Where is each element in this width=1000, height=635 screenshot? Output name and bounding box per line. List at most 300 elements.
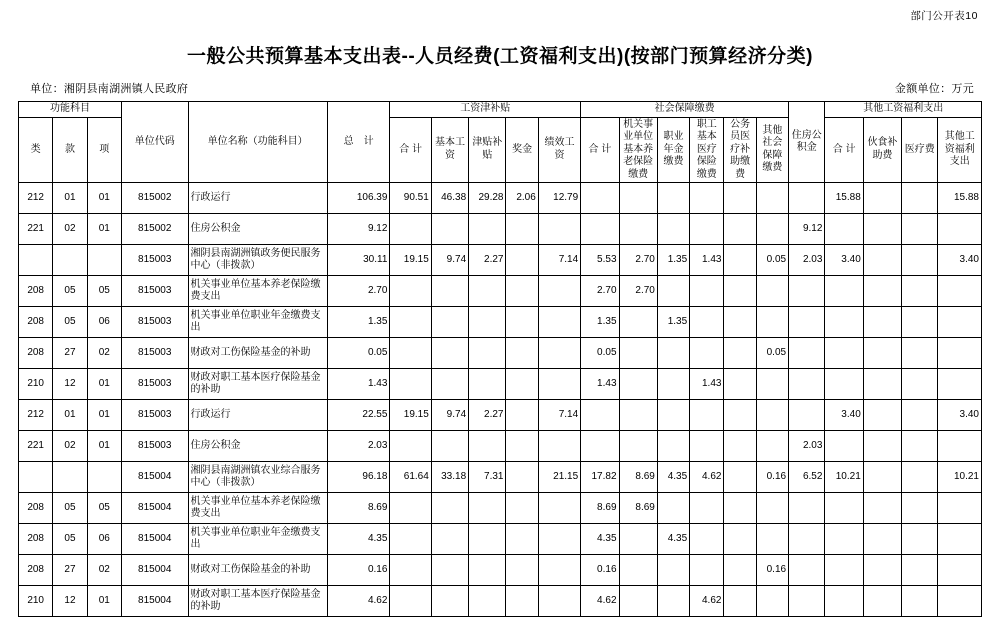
cell-class: 208 [19, 338, 53, 369]
cell-class: 208 [19, 524, 53, 555]
cell-housing-fund [789, 586, 825, 617]
cell-civil-medical-subsidy [724, 493, 756, 524]
cell-medical-fee [902, 307, 938, 338]
cell-medical-fee [902, 245, 938, 276]
th-class: 类 [19, 117, 53, 183]
cell-civil-medical-subsidy [724, 307, 756, 338]
cell-item: 02 [87, 555, 121, 586]
cell-basic-salary [431, 524, 468, 555]
cell-item: 05 [87, 276, 121, 307]
th-performance-salary: 绩效工资 [538, 117, 580, 183]
cell-other-welfare [938, 214, 982, 245]
th-medical: 职工基本医疗保险缴费 [690, 117, 724, 183]
cell-medical-fee [902, 400, 938, 431]
cell-other-total [825, 214, 863, 245]
cell-medical [690, 555, 724, 586]
cell-other-welfare [938, 276, 982, 307]
cell-occupational-annuity [657, 586, 689, 617]
cell-section: 12 [53, 586, 87, 617]
cell-housing-fund: 2.03 [789, 431, 825, 462]
cell-salary-total [390, 338, 431, 369]
cell-occupational-annuity [657, 555, 689, 586]
cell-medical [690, 183, 724, 214]
cell-other-welfare [938, 524, 982, 555]
cell-pension [619, 369, 657, 400]
cell-item: 01 [87, 586, 121, 617]
cell-allowance [469, 276, 506, 307]
cell-pension [619, 307, 657, 338]
cell-other-welfare: 3.40 [938, 400, 982, 431]
cell-total: 2.70 [327, 276, 390, 307]
th-other-welfare: 其他工资福利支出 [938, 117, 982, 183]
table-row [19, 183, 982, 214]
cell-section: 27 [53, 555, 87, 586]
cell-medical-fee [902, 524, 938, 555]
cell-class: 208 [19, 555, 53, 586]
cell-performance-salary [538, 431, 580, 462]
cell-performance-salary: 21.15 [538, 462, 580, 493]
th-allowance: 津贴补贴 [469, 117, 506, 183]
cell-housing-fund: 9.12 [789, 214, 825, 245]
cell-social-total [581, 400, 619, 431]
cell-total: 106.39 [327, 183, 390, 214]
cell-unit-name: 财政对职工基本医疗保险基金的补助 [188, 586, 327, 617]
cell-occupational-annuity: 1.35 [657, 307, 689, 338]
th-other-total: 合 计 [825, 117, 863, 183]
cell-pension [619, 555, 657, 586]
table-row [19, 431, 982, 462]
cell-housing-fund [789, 338, 825, 369]
cell-section: 05 [53, 276, 87, 307]
cell-meal-subsidy [863, 214, 901, 245]
cell-medical [690, 276, 724, 307]
cell-medical [690, 400, 724, 431]
cell-housing-fund: 2.03 [789, 245, 825, 276]
cell-unit-code: 815004 [121, 462, 188, 493]
cell-unit-code: 815004 [121, 493, 188, 524]
cell-basic-salary [431, 493, 468, 524]
cell-allowance [469, 214, 506, 245]
cell-unit-name: 财政对职工基本医疗保险基金的补助 [188, 369, 327, 400]
meta-row [30, 80, 974, 96]
th-other-group: 其他工资福利支出 [825, 102, 982, 118]
cell-other-total [825, 555, 863, 586]
cell-basic-salary [431, 214, 468, 245]
cell-other-social [756, 524, 788, 555]
cell-pension: 2.70 [619, 245, 657, 276]
cell-class: 212 [19, 183, 53, 214]
cell-other-social [756, 276, 788, 307]
cell-salary-total: 19.15 [390, 400, 431, 431]
cell-class [19, 462, 53, 493]
th-pension: 机关事业单位基本养老保险缴费 [619, 117, 657, 183]
cell-salary-total [390, 214, 431, 245]
table-row [19, 276, 982, 307]
cell-meal-subsidy [863, 307, 901, 338]
cell-other-welfare [938, 493, 982, 524]
cell-total: 30.11 [327, 245, 390, 276]
cell-performance-salary [538, 214, 580, 245]
cell-bonus [506, 400, 538, 431]
th-civil-medical-subsidy: 公务员医疗补助缴费 [724, 117, 756, 183]
cell-item: 06 [87, 524, 121, 555]
cell-total: 0.05 [327, 338, 390, 369]
cell-medical-fee [902, 493, 938, 524]
cell-other-total: 3.40 [825, 400, 863, 431]
cell-civil-medical-subsidy [724, 276, 756, 307]
cell-housing-fund [789, 400, 825, 431]
cell-housing-fund [789, 493, 825, 524]
cell-pension [619, 524, 657, 555]
cell-bonus [506, 338, 538, 369]
cell-social-total: 1.43 [581, 369, 619, 400]
cell-performance-salary [538, 338, 580, 369]
cell-pension [619, 183, 657, 214]
cell-medical [690, 307, 724, 338]
cell-social-total [581, 431, 619, 462]
cell-civil-medical-subsidy [724, 400, 756, 431]
cell-allowance [469, 431, 506, 462]
cell-other-social: 0.16 [756, 462, 788, 493]
cell-total: 0.16 [327, 555, 390, 586]
cell-other-social [756, 586, 788, 617]
cell-pension: 8.69 [619, 462, 657, 493]
cell-social-total: 5.53 [581, 245, 619, 276]
cell-unit-name: 行政运行 [188, 183, 327, 214]
cell-unit-code: 815003 [121, 338, 188, 369]
cell-bonus [506, 369, 538, 400]
cell-other-social [756, 369, 788, 400]
th-total: 总 计 [327, 102, 390, 183]
cell-occupational-annuity: 4.35 [657, 462, 689, 493]
cell-pension [619, 586, 657, 617]
cell-other-social: 0.05 [756, 338, 788, 369]
cell-medical [690, 524, 724, 555]
cell-basic-salary: 46.38 [431, 183, 468, 214]
table-row [19, 586, 982, 617]
cell-salary-total [390, 307, 431, 338]
cell-class: 208 [19, 493, 53, 524]
cell-bonus [506, 431, 538, 462]
cell-item: 02 [87, 338, 121, 369]
cell-occupational-annuity [657, 493, 689, 524]
th-housing-fund: 住房公积金 [789, 102, 825, 183]
cell-other-social: 0.05 [756, 245, 788, 276]
cell-class [19, 245, 53, 276]
cell-other-social [756, 493, 788, 524]
cell-other-welfare [938, 307, 982, 338]
cell-class: 221 [19, 214, 53, 245]
cell-meal-subsidy [863, 245, 901, 276]
cell-other-total [825, 493, 863, 524]
cell-housing-fund [789, 524, 825, 555]
cell-basic-salary [431, 276, 468, 307]
th-meal-subsidy: 伙食补助费 [863, 117, 901, 183]
cell-class: 210 [19, 586, 53, 617]
cell-meal-subsidy [863, 400, 901, 431]
cell-performance-salary [538, 276, 580, 307]
table-row [19, 307, 982, 338]
cell-other-social: 0.16 [756, 555, 788, 586]
cell-civil-medical-subsidy [724, 524, 756, 555]
cell-bonus [506, 524, 538, 555]
cell-civil-medical-subsidy [724, 245, 756, 276]
cell-performance-salary: 7.14 [538, 245, 580, 276]
cell-occupational-annuity: 1.35 [657, 245, 689, 276]
cell-other-total: 10.21 [825, 462, 863, 493]
form-number: 部门公开表10 [910, 10, 978, 22]
cell-item: 01 [87, 214, 121, 245]
cell-section: 02 [53, 214, 87, 245]
cell-social-total: 17.82 [581, 462, 619, 493]
cell-meal-subsidy [863, 183, 901, 214]
th-social-group: 社会保障缴费 [581, 102, 789, 118]
cell-total: 8.69 [327, 493, 390, 524]
cell-salary-total [390, 369, 431, 400]
cell-item: 01 [87, 183, 121, 214]
cell-section: 05 [53, 524, 87, 555]
table-row [19, 245, 982, 276]
cell-class: 212 [19, 400, 53, 431]
cell-basic-salary [431, 338, 468, 369]
cell-housing-fund: 6.52 [789, 462, 825, 493]
th-salary-group: 工资津补贴 [390, 102, 581, 118]
cell-bonus: 2.06 [506, 183, 538, 214]
table-row [19, 369, 982, 400]
cell-total: 4.35 [327, 524, 390, 555]
table-row [19, 338, 982, 369]
cell-item: 01 [87, 400, 121, 431]
cell-medical: 1.43 [690, 369, 724, 400]
cell-other-social [756, 431, 788, 462]
header-row-1 [19, 102, 982, 118]
cell-section: 01 [53, 400, 87, 431]
cell-pension [619, 338, 657, 369]
cell-salary-total [390, 276, 431, 307]
cell-salary-total: 61.64 [390, 462, 431, 493]
cell-performance-salary [538, 493, 580, 524]
table-row [19, 214, 982, 245]
cell-unit-name: 机关事业单位基本养老保险缴费支出 [188, 493, 327, 524]
cell-civil-medical-subsidy [724, 369, 756, 400]
th-occupational-annuity: 职业年金缴费 [657, 117, 689, 183]
cell-allowance: 29.28 [469, 183, 506, 214]
cell-allowance [469, 307, 506, 338]
cell-occupational-annuity [657, 400, 689, 431]
page-title: 一般公共预算基本支出表--人员经费(工资福利支出)(按部门预算经济分类) [187, 46, 813, 67]
cell-occupational-annuity [657, 276, 689, 307]
cell-unit-name: 湘阴县南湖洲镇农业综合服务中心（非拨款） [188, 462, 327, 493]
cell-performance-salary [538, 524, 580, 555]
th-unit-code: 单位代码 [121, 102, 188, 183]
cell-housing-fund [789, 369, 825, 400]
cell-allowance [469, 493, 506, 524]
cell-basic-salary [431, 555, 468, 586]
cell-section: 02 [53, 431, 87, 462]
cell-allowance [469, 524, 506, 555]
cell-allowance [469, 369, 506, 400]
cell-bonus [506, 276, 538, 307]
cell-medical-fee [902, 276, 938, 307]
cell-total: 22.55 [327, 400, 390, 431]
cell-other-total [825, 338, 863, 369]
cell-unit-code: 815004 [121, 555, 188, 586]
cell-basic-salary: 33.18 [431, 462, 468, 493]
cell-allowance: 7.31 [469, 462, 506, 493]
cell-item [87, 462, 121, 493]
table-row [19, 462, 982, 493]
cell-class: 208 [19, 307, 53, 338]
th-medical-fee: 医疗费 [902, 117, 938, 183]
cell-other-welfare [938, 338, 982, 369]
cell-occupational-annuity [657, 431, 689, 462]
cell-medical-fee [902, 338, 938, 369]
cell-social-total: 2.70 [581, 276, 619, 307]
cell-meal-subsidy [863, 369, 901, 400]
cell-section [53, 245, 87, 276]
cell-social-total [581, 214, 619, 245]
cell-civil-medical-subsidy [724, 338, 756, 369]
cell-performance-salary: 7.14 [538, 400, 580, 431]
cell-social-total: 8.69 [581, 493, 619, 524]
cell-meal-subsidy [863, 555, 901, 586]
cell-medical-fee [902, 586, 938, 617]
cell-salary-total: 90.51 [390, 183, 431, 214]
cell-salary-total [390, 431, 431, 462]
cell-social-total: 4.62 [581, 586, 619, 617]
cell-performance-salary [538, 307, 580, 338]
cell-medical [690, 214, 724, 245]
cell-civil-medical-subsidy [724, 555, 756, 586]
cell-section: 05 [53, 493, 87, 524]
cell-medical [690, 493, 724, 524]
unit-label: 单位：湘阴县南湖洲镇人民政府 [30, 83, 189, 95]
cell-basic-salary [431, 586, 468, 617]
cell-civil-medical-subsidy [724, 214, 756, 245]
cell-performance-salary [538, 586, 580, 617]
cell-meal-subsidy [863, 493, 901, 524]
cell-performance-salary [538, 369, 580, 400]
cell-other-social [756, 307, 788, 338]
cell-housing-fund [789, 183, 825, 214]
cell-civil-medical-subsidy [724, 183, 756, 214]
cell-bonus [506, 493, 538, 524]
cell-basic-salary: 9.74 [431, 245, 468, 276]
th-unit-name: 单位名称（功能科目） [188, 102, 327, 183]
cell-unit-code: 815003 [121, 369, 188, 400]
cell-total: 2.03 [327, 431, 390, 462]
cell-salary-total [390, 493, 431, 524]
amount-unit-label: 金额单位：万元 [894, 83, 974, 95]
table-body [19, 183, 982, 617]
cell-total: 9.12 [327, 214, 390, 245]
cell-unit-name: 财政对工伤保险基金的补助 [188, 338, 327, 369]
cell-unit-code: 815004 [121, 524, 188, 555]
cell-pension [619, 400, 657, 431]
cell-civil-medical-subsidy [724, 462, 756, 493]
th-basic-salary: 基本工资 [431, 117, 468, 183]
cell-item: 01 [87, 431, 121, 462]
cell-performance-salary [538, 555, 580, 586]
cell-medical-fee [902, 183, 938, 214]
cell-bonus [506, 307, 538, 338]
th-social-total: 合 计 [581, 117, 619, 183]
cell-social-total: 4.35 [581, 524, 619, 555]
th-section: 款 [53, 117, 87, 183]
cell-other-total: 3.40 [825, 245, 863, 276]
cell-meal-subsidy [863, 462, 901, 493]
cell-occupational-annuity [657, 338, 689, 369]
cell-other-social [756, 214, 788, 245]
cell-medical-fee [902, 369, 938, 400]
cell-pension [619, 214, 657, 245]
cell-bonus [506, 214, 538, 245]
cell-meal-subsidy [863, 431, 901, 462]
cell-social-total [581, 183, 619, 214]
cell-unit-code: 815003 [121, 245, 188, 276]
cell-medical-fee [902, 214, 938, 245]
cell-basic-salary [431, 307, 468, 338]
table-row [19, 555, 982, 586]
cell-unit-code: 815002 [121, 183, 188, 214]
cell-occupational-annuity: 4.35 [657, 524, 689, 555]
cell-item: 06 [87, 307, 121, 338]
cell-basic-salary [431, 369, 468, 400]
cell-bonus [506, 555, 538, 586]
cell-allowance: 2.27 [469, 245, 506, 276]
cell-unit-name: 机关事业单位基本养老保险缴费支出 [188, 276, 327, 307]
table-row [19, 493, 982, 524]
budget-table [18, 101, 982, 617]
cell-housing-fund [789, 555, 825, 586]
cell-other-welfare [938, 555, 982, 586]
cell-section: 05 [53, 307, 87, 338]
cell-housing-fund [789, 307, 825, 338]
cell-medical: 1.43 [690, 245, 724, 276]
th-other-social: 其他社会保障缴费 [756, 117, 788, 183]
cell-other-welfare [938, 586, 982, 617]
cell-class: 221 [19, 431, 53, 462]
cell-unit-code: 815003 [121, 307, 188, 338]
cell-other-total [825, 307, 863, 338]
cell-medical-fee [902, 555, 938, 586]
cell-unit-name: 财政对工伤保险基金的补助 [188, 555, 327, 586]
cell-meal-subsidy [863, 586, 901, 617]
cell-basic-salary: 9.74 [431, 400, 468, 431]
cell-social-total: 0.05 [581, 338, 619, 369]
cell-performance-salary: 12.79 [538, 183, 580, 214]
cell-meal-subsidy [863, 524, 901, 555]
cell-unit-name: 湘阴县南湖洲镇政务便民服务中心（非拨款） [188, 245, 327, 276]
cell-other-social [756, 400, 788, 431]
cell-meal-subsidy [863, 338, 901, 369]
th-item: 项 [87, 117, 121, 183]
cell-item: 05 [87, 493, 121, 524]
cell-bonus [506, 245, 538, 276]
cell-salary-total: 19.15 [390, 245, 431, 276]
cell-salary-total [390, 586, 431, 617]
cell-other-welfare [938, 431, 982, 462]
cell-other-total [825, 586, 863, 617]
cell-allowance: 2.27 [469, 400, 506, 431]
cell-other-welfare [938, 369, 982, 400]
cell-meal-subsidy [863, 276, 901, 307]
cell-social-total: 1.35 [581, 307, 619, 338]
cell-allowance [469, 555, 506, 586]
cell-unit-name: 住房公积金 [188, 214, 327, 245]
th-salary-total: 合 计 [390, 117, 431, 183]
cell-allowance [469, 586, 506, 617]
